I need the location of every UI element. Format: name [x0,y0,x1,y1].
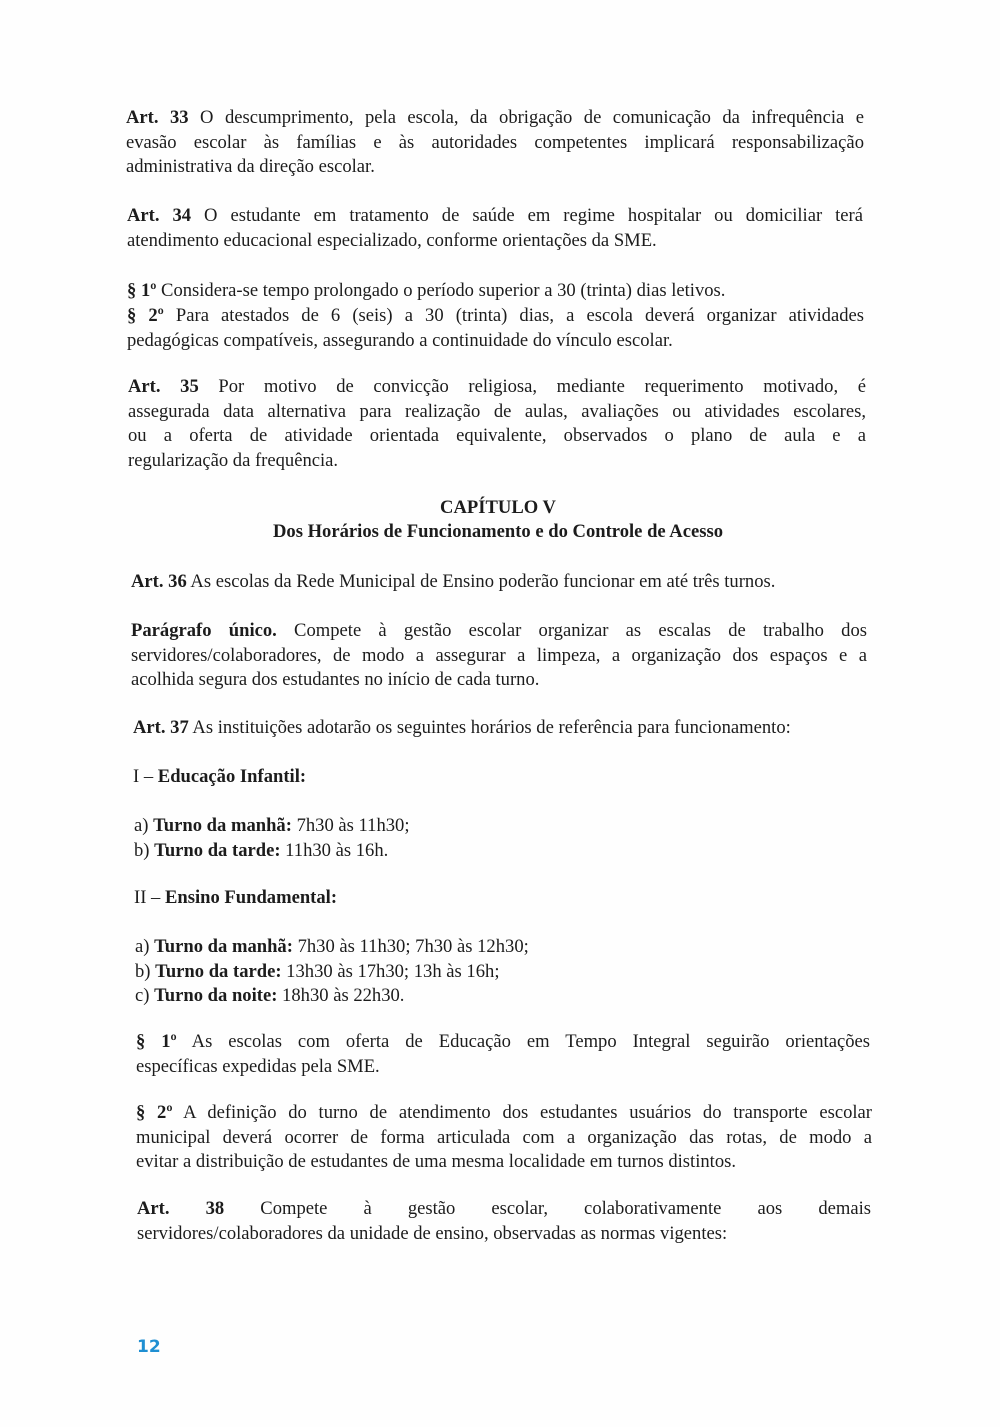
list-item: b) Turno da tarde: 11h30 às 16h. [134,839,389,861]
article-37: Art. 37 As instituições adotarão os seguintes horários de referência para funcionamento: [133,717,791,738]
fundamental-schedule-list [135,935,529,1009]
article-37-paragraph-2: § 2º A definição do turno de atendimento dos estudantes usuários do transporte escolar municipal deverá ocorrer de forma articulada com a organização das rotas, de modo a evitar a distribuição de estudantes de uma mesma localidade em turnos distintos. [136,1102,872,1172]
page-number: 12 [137,1337,161,1357]
list-item: c) Turno da noite: 18h30 às 22h30. [135,985,405,1006]
infantil-schedule-list [134,814,410,863]
section-educacao-infantil: I – Educação Infantil: [133,766,307,787]
chapter-subtitle: Dos Horários de Funcionamento e do Controle de Acesso [272,521,724,542]
article-34: Art. 34 O estudante em tratamento de saúde em regime hospitalar ou domiciliar terá atendimento educacional especializado, conforme orientações da SME. [127,205,863,251]
chapter-title: CAPÍTULO V [440,497,556,518]
article-34-paragraph-1: § 1º Considera-se tempo prolongado o período superior a 30 (trinta) dias letivos. [127,280,726,301]
list-item: b) Turno da tarde: 13h30 às 17h30; 13h às 16h; [135,960,500,982]
article-36: Art. 36 As escolas da Rede Municipal de Ensino poderão funcionar em até três turnos. [131,571,776,592]
article-lead: Art. 34 [127,205,192,226]
list-item: a) Turno da manhã: 7h30 às 11h30; [134,815,410,836]
article-33: Art. 33 O descumprimento, pela escola, da obrigação de comunicação da infrequência e evasão escolar às famílias e às autoridades competentes implicará responsabilização administrativa da direção escolar. [126,107,864,177]
section-ensino-fundamental: II – Ensino Fundamental: [134,887,338,908]
article-lead: Art. 33 [126,107,189,128]
article-37-paragraph-1: § 1º As escolas com oferta de Educação em Tempo Integral seguirão orientações específicas expedidas pela SME. [136,1031,870,1077]
list-item: a) Turno da manhã: 7h30 às 11h30; 7h30 às 12h30; [135,936,529,957]
article-36-sole-paragraph: Parágrafo único. Compete à gestão escolar organizar as escalas de trabalho dos servidores/colaboradores, de modo a assegurar a limpeza, a organização dos espaços e a acolhida segura dos estudantes no início de cada turno. [131,620,867,690]
article-34-paragraph-2: § 2º Para atestados de 6 (seis) a 30 (trinta) dias, a escola deverá organizar atividades pedagógicas compatíveis, assegurando a continuidade do vínculo escolar. [127,305,864,351]
article-35: Art. 35 Por motivo de convicção religiosa, mediante requerimento motivado, é assegurada data alternativa para realização de aulas, avaliações ou atividades escolares, ou a oferta de atividade orientada equivalente, observados o plano de aula e a regularização da frequência. [128,376,866,471]
article-38: Art. 38 Compete à gestão escolar, colaborativamente aos demais servidores/colaboradores da unidade de ensino, observadas as normas vigentes: [137,1198,872,1244]
